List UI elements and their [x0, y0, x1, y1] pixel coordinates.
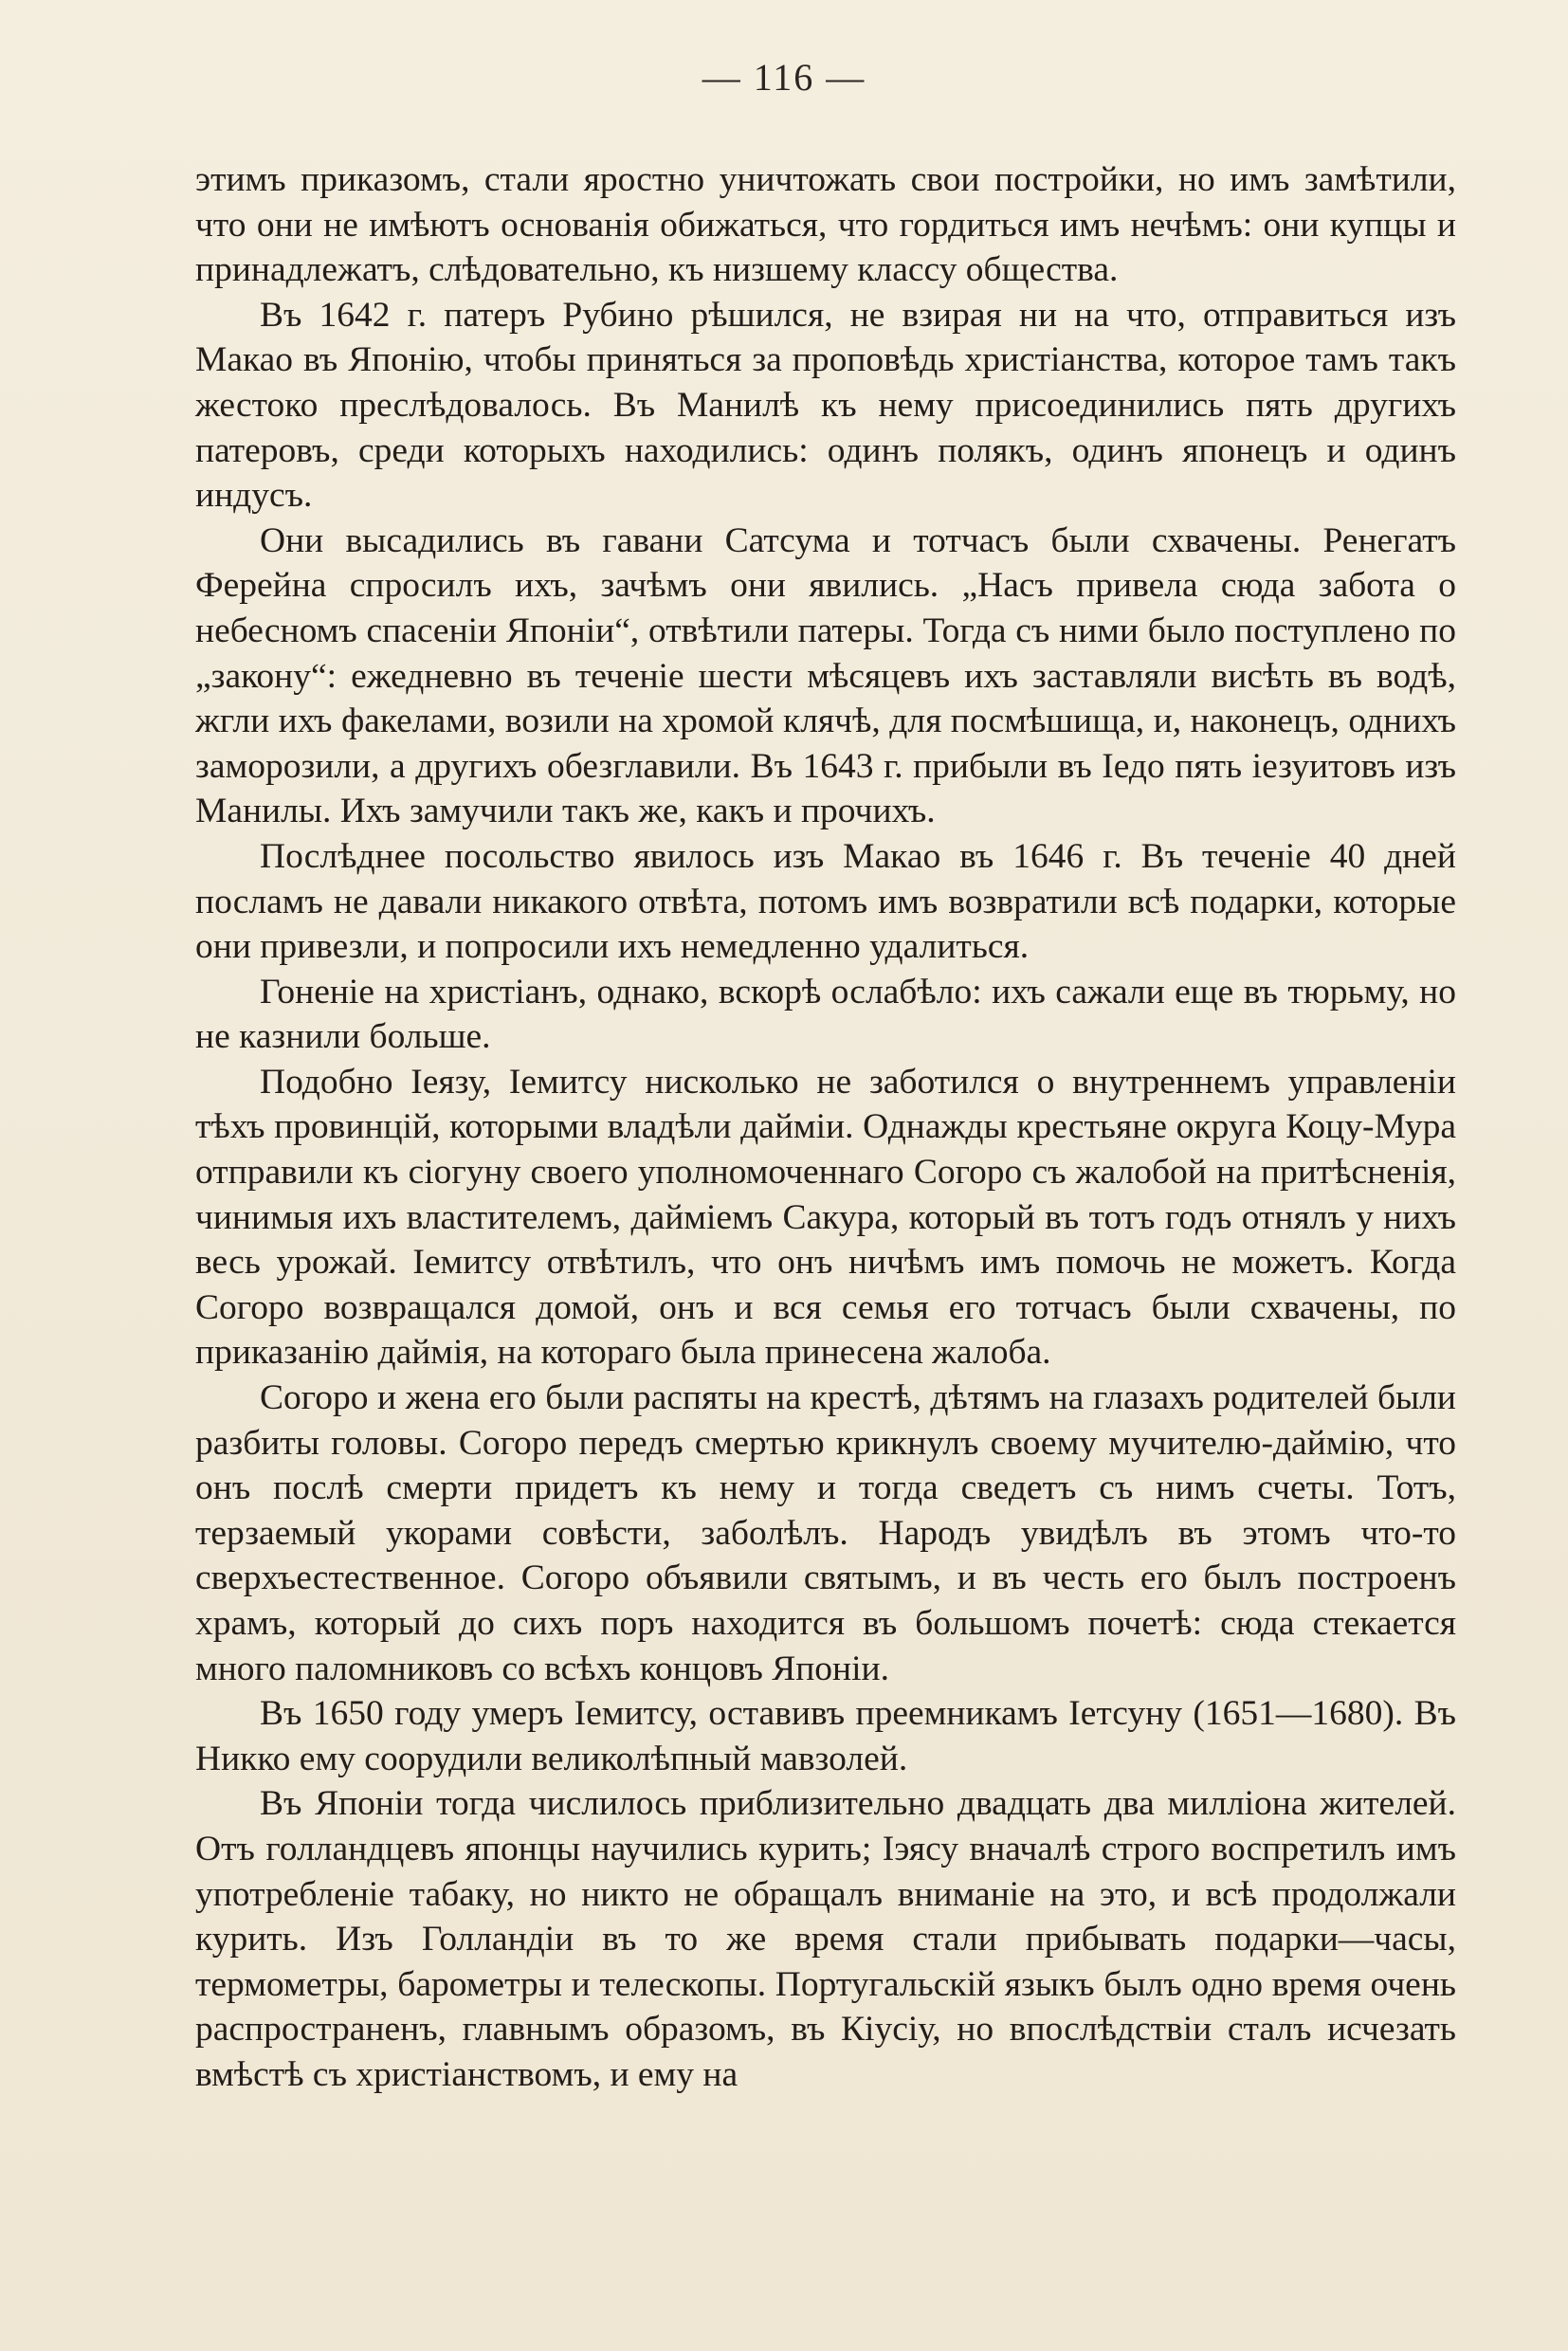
paragraph-9: Въ Японіи тогда числилось приблизительно двадцать два милліона жителей. Отъ голландцевъ японцы научились курить; Іэясу вначалѣ строго воспретилъ имъ употребленіе табаку, но никто не обращалъ вниманіе на это, и всѣ продолжали курить. Изъ Голландіи въ то же время стали прибывать подарки—часы, термометры, барометры и телескопы. Португальскій языкъ былъ одно время очень распространенъ, главнымъ образомъ, въ Кіусіу, но впослѣдствіи сталъ исчезать вмѣстѣ съ христіанствомъ, и ему на [195, 1784, 1456, 2094]
page-body-text [195, 157, 1456, 2098]
paragraph-5: Гоненіе на христіанъ, однако, вскорѣ ослабѣло: ихъ сажали еще въ тюрьму, но не казнили больше. [195, 972, 1456, 1057]
paragraph-3: Они высадились въ гавани Сатсума и тотчасъ были схвачены. Ренегатъ Ферейна спросилъ ихъ, зачѣмъ они явились. „Насъ привела сюда забота о небесномъ спасеніи Японіи“, отвѣтили патеры. Тогда съ ними было поступлено по „закону“: ежедневно въ теченіе шести мѣсяцевъ ихъ заставляли висѣть въ водѣ, жгли ихъ факелами, возили на хромой клячѣ, для посмѣшища, и, наконецъ, однихъ заморозили, а другихъ обезглавили. Въ 1643 г. прибыли въ Іедо пять іезуитовъ изъ Манилы. Ихъ замучили такъ же, какъ и прочихъ. [195, 520, 1456, 831]
paragraph-4: Послѣднее посольство явилось изъ Макао въ 1646 г. Въ теченіе 40 дней посламъ не давали никакого отвѣта, потомъ имъ возвратили всѣ подарки, которые они привезли, и попросили ихъ немедленно удалиться. [195, 836, 1456, 967]
paragraph-2: Въ 1642 г. патеръ Рубино рѣшился, не взирая ни на что, отправиться изъ Макао въ Японію, чтобы приняться за проповѣдь христіанства, которое тамъ такъ жестоко преслѣдовалось. Въ Манилѣ къ нему присоединились пять другихъ патеровъ, среди которыхъ находились: одинъ полякъ, одинъ японецъ и одинъ индусъ. [195, 295, 1456, 516]
paragraph-8: Въ 1650 году умеръ Іемитсу, оставивъ преемникамъ Іетсуну (1651—1680). Въ Никко ему соорудили великолѣпный мавзолей. [195, 1694, 1456, 1778]
page-number: — 116 — [702, 56, 866, 99]
paragraph-1: этимъ приказомъ, стали яростно уничтожать свои постройки, но имъ замѣтили, что они не имѣютъ основанія обижаться, что гордиться имъ нечѣмъ: они купцы и принадлежатъ, слѣдовательно, къ низшему классу общества. [195, 160, 1456, 290]
paragraph-6: Подобно Іеязу, Іемитсу нисколько не заботился о внутреннемъ управленіи тѣхъ провинцій, которыми владѣли дайміи. Однажды крестьяне округа Коцу-Мура отправили къ сіогуну своего уполномоченнаго Согоро съ жалобой на притѣсненія, чинимыя ихъ властителемъ, даймiемъ Сакура, который въ тотъ годъ отнялъ у нихъ весь урожай. Іемитсу отвѣтилъ, что онъ ничѣмъ имъ помочь не можетъ. Когда Согоро возвращался домой, онъ и вся семья его тотчасъ были схвачены, по приказанію даймія, на котораго была принесена жалоба. [195, 1062, 1456, 1373]
paragraph-7: Согоро и жена его были распяты на крестѣ, дѣтямъ на глазахъ родителей были разбиты головы. Согоро передъ смертью крикнулъ своему мучителю-даймію, что онъ послѣ смерти придетъ къ нему и тогда сведетъ съ нимъ счеты. Тотъ, терзаемый укорами совѣсти, заболѣлъ. Народъ увидѣлъ въ этомъ что-то сверхъестественное. Согоро объявили святымъ, и въ честь его былъ построенъ храмъ, который до сихъ поръ находится въ большомъ почетѣ: сюда стекается много паломниковъ со всѣхъ концовъ Японіи. [195, 1378, 1456, 1688]
